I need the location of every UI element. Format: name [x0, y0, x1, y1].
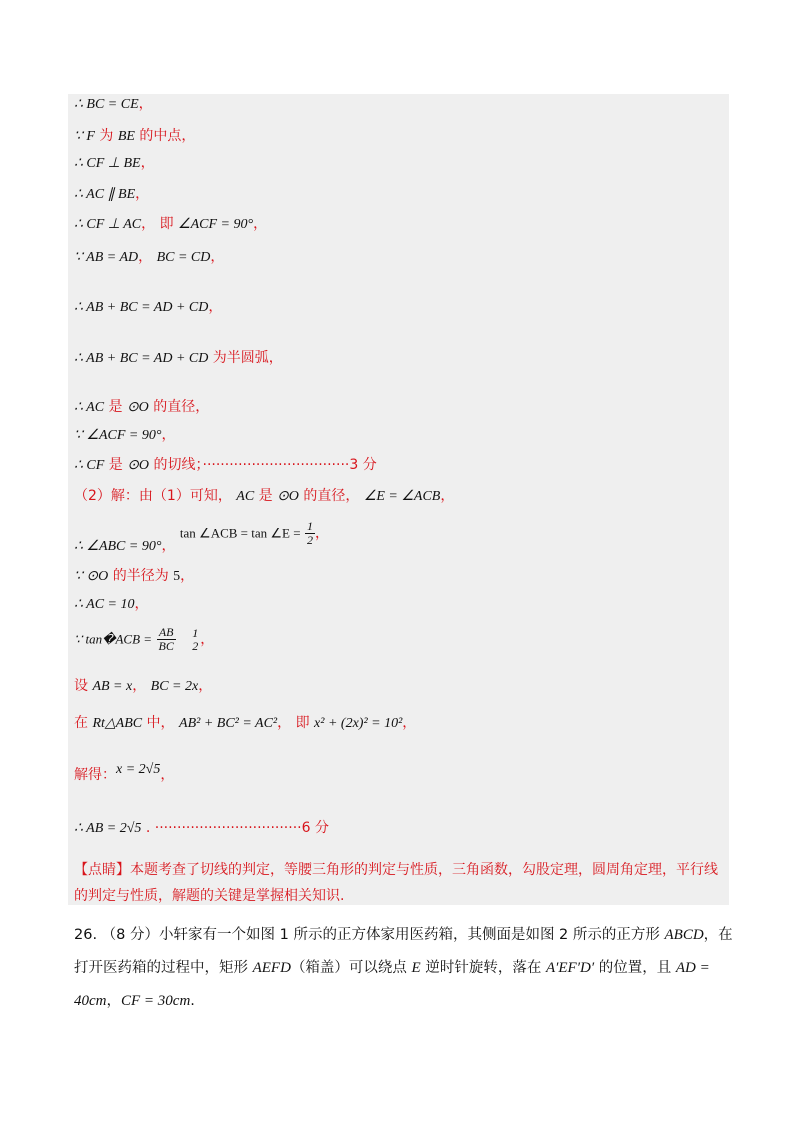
solution-line-2 — [74, 126, 195, 147]
math: Rt△ABC — [92, 716, 143, 731]
denominator: BC — [158, 639, 174, 653]
numerator: 1 — [307, 519, 314, 533]
math: BC = CD — [156, 250, 211, 265]
solution-line-6 — [74, 247, 224, 268]
red-text: ， — [134, 596, 149, 612]
red-text: ， — [200, 631, 215, 648]
math: ∴ CF — [74, 458, 105, 473]
solution-line-20 — [74, 818, 329, 839]
red-text: ， — [210, 249, 225, 265]
question-text: （箱盖）可以绕点 — [290, 960, 412, 976]
math: E — [411, 960, 421, 976]
solution-line-18 — [74, 713, 416, 734]
denominator: 2 — [307, 533, 314, 547]
math: x² + (2x)² = 10² — [314, 716, 403, 731]
question-text: 逆时针旋转，落在 — [420, 960, 546, 976]
red-text: ， — [253, 216, 268, 232]
math: ∵ ⊙O — [74, 569, 109, 584]
solution-line-4 — [74, 184, 149, 205]
solution-line-10 — [74, 425, 175, 446]
math: 5 — [173, 569, 181, 584]
math: AC — [236, 489, 255, 504]
math: x = 2√5 — [116, 762, 161, 777]
red-text: 在 — [74, 715, 93, 731]
red-text: ， — [315, 525, 330, 542]
math: ∴ BC = CE — [74, 97, 139, 112]
math: ∴ AB + BC = AD + CD — [74, 300, 209, 315]
math: AEFD — [252, 960, 291, 976]
math: ∵ AB = AD — [74, 250, 139, 265]
question-text: ，在打开医药箱的过程中，矩形 — [74, 927, 733, 976]
math: BC = 2x — [150, 679, 199, 694]
question-text: 的位置，且 — [594, 960, 676, 976]
math: AB² + BC² = AC² — [179, 716, 278, 731]
question-text: 26. （8 分）小轩家有一个如图 1 所示的正方体家用医药箱，其侧面是如图 2 所示的正方形 — [74, 927, 665, 943]
math: ∠E = ∠ACB — [363, 489, 441, 504]
math: ∵ F — [74, 129, 95, 144]
solution-line-7 — [74, 297, 222, 318]
math: ∵ tan�ACB = — [74, 631, 153, 647]
math: ⊙O — [127, 458, 150, 473]
red-text: 的直径， — [298, 488, 364, 504]
solution-line-19 — [74, 762, 175, 786]
red-text: ， — [161, 427, 176, 443]
denominator: 2 — [192, 638, 199, 653]
red-text: 的切线；·································3 分 — [149, 457, 377, 473]
red-text: 是 — [104, 399, 127, 415]
solution-line-3 — [74, 153, 155, 174]
solution-line-17 — [74, 676, 212, 697]
solution-line-11 — [74, 455, 377, 476]
math: ∴ CF ⊥ AC — [74, 217, 142, 232]
red-text: 的中点， — [134, 128, 196, 144]
math: AB = x — [92, 679, 133, 694]
red-text: 设 — [74, 678, 93, 694]
solution-line-13 — [74, 519, 330, 554]
key-point-note: 【点睛】本题考查了切线的判定，等腰三角形的判定与性质，三角函数，勾股定理，圆周角定理，平行线的判定与性质，解题的关键是掌握相关知识. — [74, 862, 718, 904]
red-text: ， — [180, 568, 195, 584]
numerator: AB — [157, 626, 176, 640]
question-text: ， — [106, 993, 121, 1009]
math: ∴ ∠ABC = 90° — [74, 538, 162, 554]
math: ∴ CF ⊥ BE — [74, 156, 141, 171]
red-text: ， — [132, 678, 151, 694]
red-text: ， — [140, 155, 155, 171]
red-text: ， — [208, 299, 223, 315]
red-text: ， — [198, 678, 213, 694]
math: BE — [117, 129, 135, 144]
math: ∠ACF = 90° — [178, 217, 254, 232]
red-text: 是 — [254, 488, 278, 504]
math: ∴ AC = 10 — [74, 597, 135, 612]
math: tan ∠ACB = tan ∠E = — [179, 525, 301, 541]
solution-line-16 — [74, 626, 214, 653]
red-text: ， — [402, 715, 417, 731]
numerator: 1 — [192, 625, 199, 640]
red-text: ， — [138, 96, 153, 112]
red-text: ， — [160, 767, 175, 783]
math: ∴ AC ∥ BE — [74, 187, 136, 202]
red-text: 是 — [104, 457, 128, 473]
red-text: 的直径， — [148, 399, 210, 415]
solution-line-12 — [74, 486, 454, 507]
solution-line-1 — [74, 94, 153, 115]
solution-line-15 — [74, 594, 149, 615]
red-text: . ·································6 分 — [141, 820, 329, 836]
math: ∵ ∠ACF = 90° — [74, 428, 162, 443]
red-text: 为半圆弧， — [208, 350, 283, 366]
math: ∴ AC — [74, 400, 105, 415]
solution-line-5 — [74, 214, 267, 235]
math: ⊙O — [126, 400, 149, 415]
solution-line-8 — [74, 348, 283, 369]
math: CF = 30cm — [121, 993, 191, 1009]
red-text: 中， — [142, 715, 180, 731]
red-text: 的半径为 — [108, 568, 174, 584]
math: A′EF′D′ — [545, 960, 595, 976]
red-text: ， — [135, 186, 150, 202]
red-text: ， — [440, 488, 455, 504]
fraction-ab-over-bc — [157, 626, 176, 653]
fraction-one-half — [190, 627, 200, 653]
red-text: ， 即 — [141, 216, 179, 232]
fraction-one-half — [305, 520, 315, 547]
math: ∴ AB + BC = AD + CD — [74, 351, 209, 366]
red-text: 解得： — [74, 767, 116, 783]
question-text: . — [190, 993, 195, 1009]
math: AD = 40cm — [74, 960, 710, 1009]
math: ABCD — [664, 927, 704, 943]
red-text: ， — [138, 249, 157, 265]
solution-line-14 — [74, 566, 194, 587]
math: ∴ AB = 2√5 — [74, 821, 142, 836]
red-text: ， 即 — [277, 715, 315, 731]
red-text: ， — [161, 537, 176, 554]
red-text: （2）解：由（1）可知， — [74, 488, 237, 504]
red-text: 为 — [94, 128, 118, 144]
question-26 — [74, 919, 734, 1018]
math: ⊙O — [277, 489, 299, 504]
solution-line-9 — [74, 397, 209, 418]
